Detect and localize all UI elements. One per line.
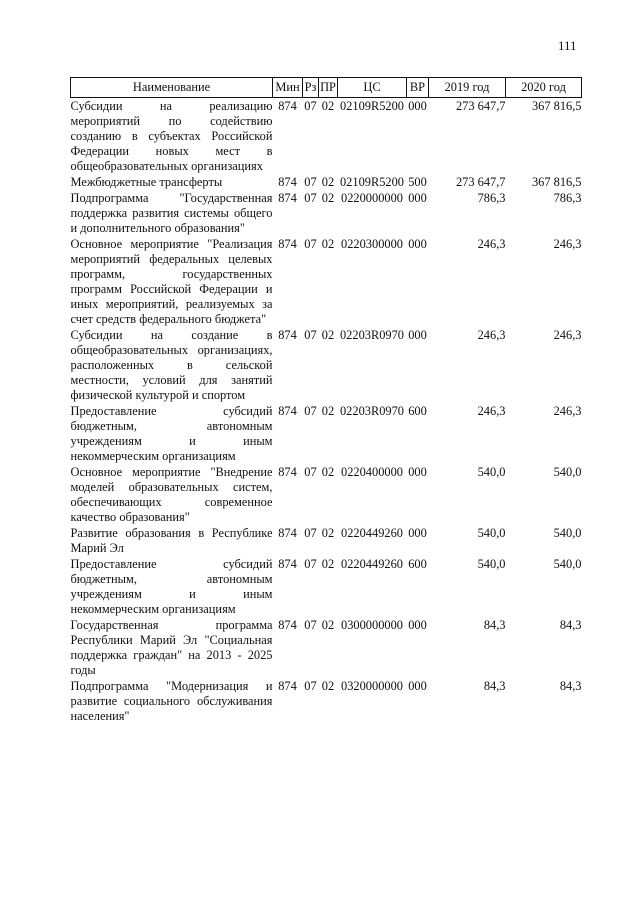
cell-min: 874 bbox=[278, 618, 297, 632]
cell-min: 874 bbox=[278, 175, 297, 189]
cell-name: Межбюджетные трансферты bbox=[70, 175, 223, 189]
cell-2019: 540,0 bbox=[477, 526, 506, 540]
cell-name: Государственная программа Республики Марий Эл "Социальная поддержка граждан" на 2013 - 2025 годы bbox=[70, 618, 273, 677]
table-row bbox=[71, 327, 582, 403]
cell-2019: 246,3 bbox=[477, 328, 506, 342]
cell-name: Подпрограмма "Государственная поддержка развития системы общего и дополнительного образования" bbox=[70, 191, 273, 235]
cell-name: Предоставление субсидий бюджетным, автономным учреждениям и иным некоммерческим организациям bbox=[70, 404, 273, 463]
table-row bbox=[71, 678, 582, 724]
cell-2020: 540,0 bbox=[553, 526, 582, 540]
cell-pr: 02 bbox=[321, 328, 335, 342]
cell-vr: 500 bbox=[408, 175, 427, 189]
cell-vr: 000 bbox=[408, 526, 427, 540]
cell-2019: 540,0 bbox=[477, 557, 506, 571]
cell-pr: 02 bbox=[321, 175, 335, 189]
cell-cs: 02109R5200 bbox=[339, 99, 405, 113]
cell-name: Предоставление субсидий бюджетным, автономным учреждениям и иным некоммерческим организациям bbox=[70, 557, 273, 616]
cell-2020: 786,3 bbox=[553, 191, 582, 205]
cell-cs: 02203R0970 bbox=[339, 328, 405, 342]
cell-name: Субсидии на реализацию мероприятий по содействию созданию в субъектах Российской Федерации новых мест в общеобразовательных организациях bbox=[70, 99, 273, 173]
cell-name: Основное мероприятие "Внедрение моделей образовательных систем, обеспечивающих современное качество образования" bbox=[70, 465, 273, 524]
cell-rz: 07 bbox=[304, 237, 317, 251]
table-row bbox=[71, 617, 582, 678]
table-body bbox=[71, 98, 582, 725]
table-row bbox=[71, 174, 582, 190]
header-rz: Рз bbox=[303, 78, 319, 98]
cell-cs: 0220300000 bbox=[341, 237, 403, 251]
header-cs: ЦС bbox=[338, 78, 407, 98]
header-2020: 2020 год bbox=[506, 78, 582, 98]
cell-name: Субсидии на создание в общеобразовательных организациях, расположенных в сельской местности, условий для занятий физической культурой и спортом bbox=[70, 328, 273, 402]
cell-min: 874 bbox=[278, 99, 297, 113]
cell-cs: 0300000000 bbox=[341, 618, 403, 632]
header-pr: ПР bbox=[319, 78, 338, 98]
cell-pr: 02 bbox=[321, 679, 335, 693]
cell-min: 874 bbox=[278, 557, 297, 571]
cell-cs: 0220449260 bbox=[341, 526, 403, 540]
table-row bbox=[71, 556, 582, 617]
cell-cs: 0320000000 bbox=[341, 679, 403, 693]
cell-cs: 0220000000 bbox=[341, 191, 403, 205]
cell-vr: 000 bbox=[408, 328, 427, 342]
cell-rz: 07 bbox=[304, 99, 317, 113]
cell-vr: 600 bbox=[408, 404, 427, 418]
cell-min: 874 bbox=[278, 679, 297, 693]
cell-min: 874 bbox=[278, 191, 297, 205]
header-name: Наименование bbox=[71, 78, 273, 98]
page-number: 111 bbox=[558, 38, 577, 53]
cell-cs: 0220449260 bbox=[341, 557, 403, 571]
cell-vr: 000 bbox=[408, 99, 427, 113]
cell-vr: 000 bbox=[408, 237, 427, 251]
cell-rz: 07 bbox=[304, 191, 317, 205]
cell-pr: 02 bbox=[321, 465, 335, 479]
cell-2019: 84,3 bbox=[483, 618, 506, 632]
cell-name: Развитие образования в Республике Марий Эл bbox=[70, 526, 273, 555]
cell-2020: 84,3 bbox=[559, 618, 582, 632]
table-row bbox=[71, 236, 582, 327]
cell-2020: 84,3 bbox=[559, 679, 582, 693]
cell-rz: 07 bbox=[304, 328, 317, 342]
cell-rz: 07 bbox=[304, 175, 317, 189]
cell-2019: 540,0 bbox=[477, 465, 506, 479]
cell-name: Подпрограмма "Модернизация и развитие социального обслуживания населения" bbox=[70, 679, 273, 723]
cell-min: 874 bbox=[278, 328, 297, 342]
cell-pr: 02 bbox=[321, 526, 335, 540]
table-row bbox=[71, 403, 582, 464]
cell-rz: 07 bbox=[304, 618, 317, 632]
header-vr: ВР bbox=[407, 78, 429, 98]
cell-min: 874 bbox=[278, 404, 297, 418]
cell-vr: 600 bbox=[408, 557, 427, 571]
cell-rz: 07 bbox=[304, 557, 317, 571]
cell-pr: 02 bbox=[321, 404, 335, 418]
cell-name: Основное мероприятие "Реализация мероприятий федеральных целевых программ, государственных программ Российской Федерации и иных мероприятий, реализуемых за счет средств федерального бюджета" bbox=[70, 237, 273, 326]
cell-pr: 02 bbox=[321, 237, 335, 251]
cell-2020: 246,3 bbox=[553, 404, 582, 418]
header-2019: 2019 год bbox=[429, 78, 506, 98]
table-row bbox=[71, 464, 582, 525]
cell-2020: 367 816,5 bbox=[531, 175, 582, 189]
cell-vr: 000 bbox=[408, 191, 427, 205]
cell-2020: 246,3 bbox=[553, 328, 582, 342]
cell-cs: 0220400000 bbox=[341, 465, 403, 479]
cell-vr: 000 bbox=[408, 679, 427, 693]
cell-pr: 02 bbox=[321, 99, 335, 113]
cell-2019: 246,3 bbox=[477, 237, 506, 251]
cell-2019: 273 647,7 bbox=[455, 99, 506, 113]
cell-rz: 07 bbox=[304, 526, 317, 540]
cell-rz: 07 bbox=[304, 404, 317, 418]
cell-min: 874 bbox=[278, 237, 297, 251]
cell-vr: 000 bbox=[408, 465, 427, 479]
cell-pr: 02 bbox=[321, 557, 335, 571]
budget-table bbox=[70, 77, 582, 724]
table-row bbox=[71, 525, 582, 556]
cell-pr: 02 bbox=[321, 191, 335, 205]
header-min: Мин bbox=[273, 78, 303, 98]
cell-2020: 540,0 bbox=[553, 465, 582, 479]
cell-rz: 07 bbox=[304, 679, 317, 693]
cell-pr: 02 bbox=[321, 618, 335, 632]
cell-cs: 02109R5200 bbox=[339, 175, 405, 189]
table-row bbox=[71, 190, 582, 236]
cell-2020: 540,0 bbox=[553, 557, 582, 571]
table-row bbox=[71, 98, 582, 175]
cell-2019: 84,3 bbox=[483, 679, 506, 693]
cell-2019: 246,3 bbox=[477, 404, 506, 418]
cell-2020: 367 816,5 bbox=[531, 99, 582, 113]
cell-min: 874 bbox=[278, 465, 297, 479]
cell-2019: 273 647,7 bbox=[455, 175, 506, 189]
table-header-row bbox=[71, 78, 582, 98]
cell-vr: 000 bbox=[408, 618, 427, 632]
cell-rz: 07 bbox=[304, 465, 317, 479]
cell-min: 874 bbox=[278, 526, 297, 540]
cell-2020: 246,3 bbox=[553, 237, 582, 251]
cell-2019: 786,3 bbox=[477, 191, 506, 205]
cell-cs: 02203R0970 bbox=[339, 404, 405, 418]
